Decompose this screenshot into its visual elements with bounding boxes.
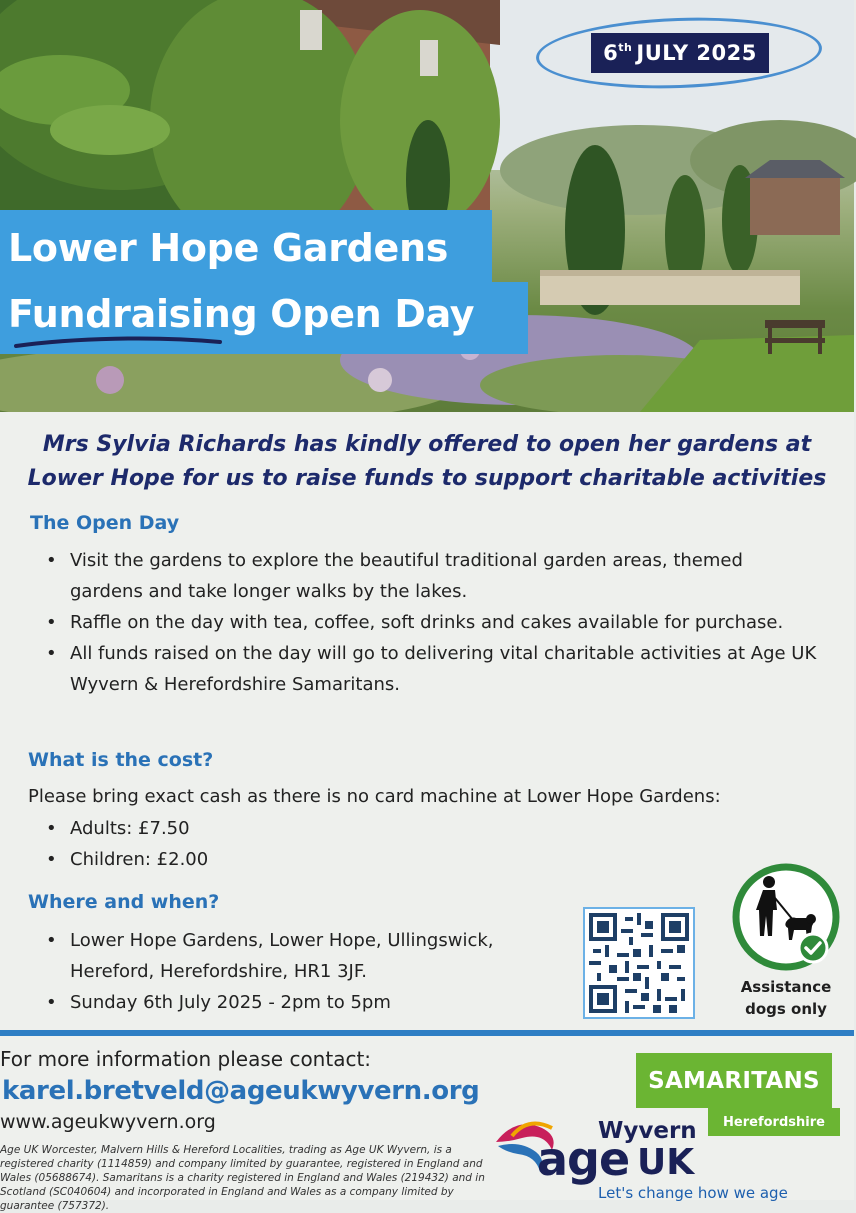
ageuk-logo-age: age <box>537 1132 630 1186</box>
list-item: • Children: £2.00 <box>30 844 530 875</box>
where-heading: Where and when? <box>28 891 220 913</box>
date-badge <box>536 18 822 88</box>
list-item: • All funds raised on the day will go to delivering vital charitable activities at Age UK Wyvern & Herefordshire Samaritans. <box>30 638 820 700</box>
contact-website-link[interactable]: www.ageukwyvern.org <box>0 1111 216 1133</box>
qr-code[interactable] <box>583 907 695 1019</box>
qr-code-pattern <box>589 913 689 1013</box>
cost-text: Please bring exact cash as there is no card machine at Lower Hope Gardens: <box>28 786 721 807</box>
assistance-dog-icon <box>731 862 841 972</box>
list-item: • Visit the gardens to explore the beautiful traditional garden areas, themed gardens and take longer walks by the lakes. <box>30 545 820 607</box>
list-item: • Raffle on the day with tea, coffee, soft drinks and cakes available for purchase. <box>30 607 820 638</box>
contact-email-link[interactable]: karel.bretveld@ageukwyvern.org <box>2 1076 480 1106</box>
assistance-label-line2: dogs only <box>745 1000 827 1018</box>
title-underline-swoosh <box>14 334 224 352</box>
intro-text: Mrs Sylvia Richards has kindly offered to open her gardens at Lower Hope for us to raise funds to support charitable activities <box>27 432 827 491</box>
date-suffix: th <box>618 40 633 54</box>
list-item: • Sunday 6th July 2025 - 2pm to 5pm <box>30 987 550 1018</box>
legal-text: Age UK Worcester, Malvern Hills & Hereford Localities, trading as Age UK Wyvern, is a registered charity (1114859) and company limited by guarantee, registered in England and Wales (05688674). Samaritans is a charity registered in England and Wales (219432) and in Scotland (SC040604) and incorporated in England and Wales as a company limited by guarantee (757372). <box>0 1144 485 1212</box>
date-month-year: JULY 2025 <box>636 41 757 65</box>
list-item: • Adults: £7.50 <box>30 813 530 844</box>
date-day: 6 <box>603 41 619 65</box>
ageuk-tagline: Let's change how we age <box>598 1184 788 1202</box>
cost-list <box>30 813 530 875</box>
ageuk-wyvern-label: Wyvern <box>598 1118 697 1144</box>
assistance-label <box>716 976 856 1020</box>
samaritans-logo: SAMARITANS <box>636 1053 832 1108</box>
ageuk-logo-uk: UK <box>637 1142 695 1183</box>
page-title-line2: Fundraising Open Day <box>8 292 475 336</box>
contact-heading: For more information please contact: <box>0 1047 372 1071</box>
cost-heading: What is the cost? <box>28 749 214 771</box>
page-title-line1: Lower Hope Gardens <box>8 226 449 270</box>
samaritans-region: Herefordshire <box>708 1108 840 1136</box>
list-item: • Lower Hope Gardens, Lower Hope, Ullingswick, Hereford, Herefordshire, HR1 3JF. <box>30 925 550 987</box>
open-day-list <box>30 545 820 700</box>
date-label <box>591 33 769 73</box>
where-list <box>30 925 550 1018</box>
assistance-label-line1: Assistance <box>740 978 832 996</box>
open-day-heading: The Open Day <box>30 512 180 534</box>
